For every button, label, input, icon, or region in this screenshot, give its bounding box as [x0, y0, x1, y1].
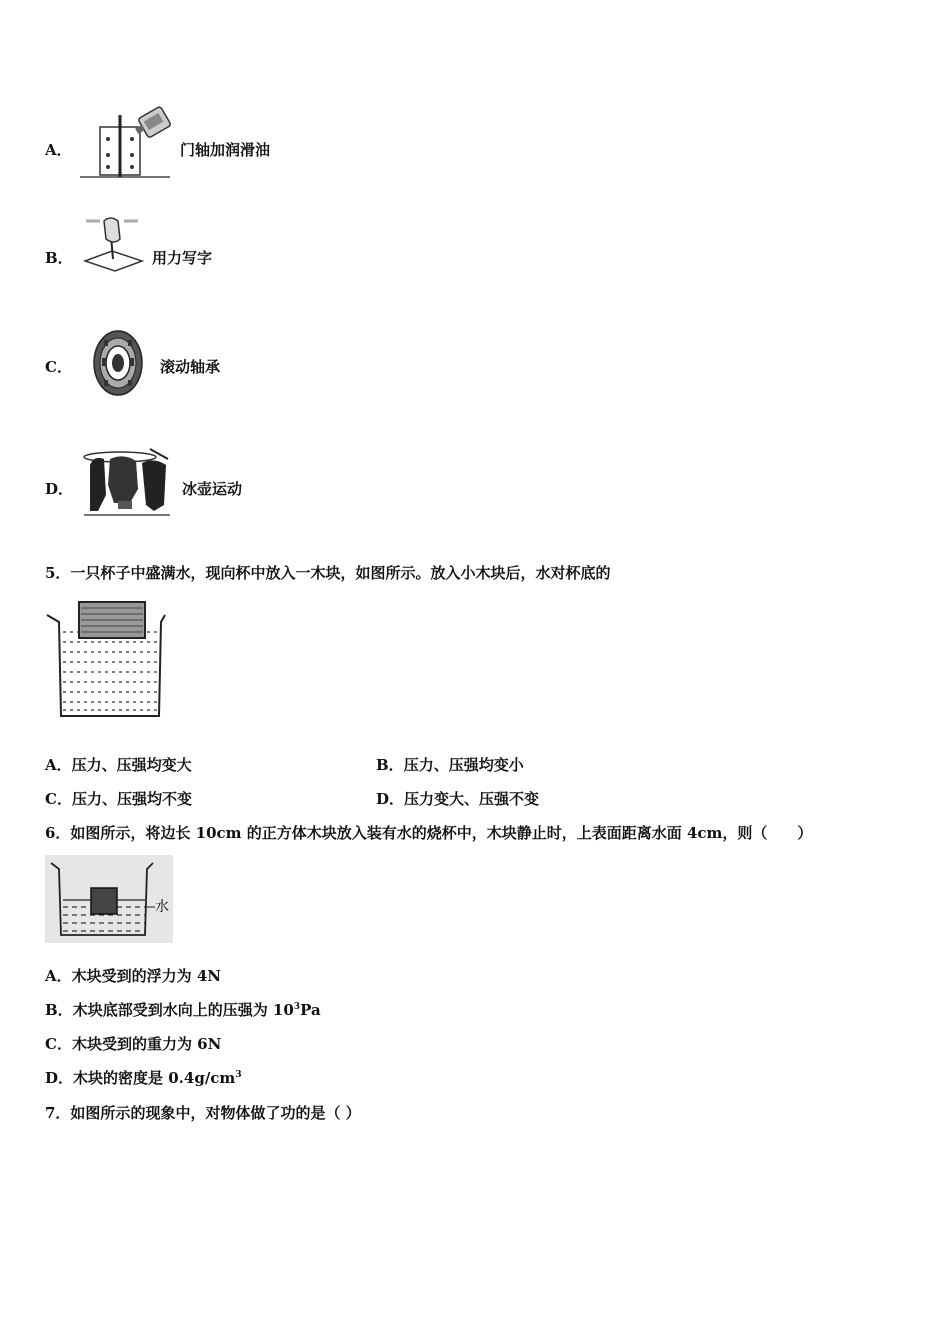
q5-option-c-letter: C．	[45, 790, 72, 808]
q6-stem: 6．如图所示，将边长 10cm 的正方体木块放入装有水的烧杯中，木块静止时，上表面距离水面 4cm，则（ ）	[45, 824, 813, 842]
q6-option-a-text: 木块受到的浮力为 4N	[71, 967, 222, 985]
q5-option-b-text: 压力、压强均变小	[403, 756, 524, 774]
q4-option-b-text: 用力写字	[152, 249, 213, 267]
q5-stem: 5．一只杯子中盛满水，现向杯中放入一木块，如图所示。放入小木块后，水对杯底的	[45, 564, 611, 582]
q5-option-c-text: 压力、压强均不变	[71, 790, 192, 808]
water-label: 水	[155, 899, 169, 915]
q4-option-d-letter: D．	[45, 480, 74, 498]
q4-option-a-text: 门轴加润滑油	[180, 141, 271, 159]
beaker-with-cube-figure	[45, 855, 173, 943]
q6-option-b-text: 木块底部受到水向上的压强为 10	[72, 1001, 294, 1019]
q6-option-c	[45, 1035, 221, 1053]
q4-option-a-letter: A．	[45, 141, 72, 159]
q6-option-b-letter: B．	[45, 1001, 73, 1019]
q6-option-b	[45, 1001, 321, 1019]
q5-option-b	[376, 756, 524, 774]
q5-option-a-letter: A．	[45, 756, 72, 774]
q4-option-d-text: 冰壶运动	[182, 480, 243, 498]
cup-with-wood-block-figure	[45, 600, 167, 720]
q4-option-c-letter: C．	[45, 358, 72, 376]
q6-option-b-unit: Pa	[300, 1001, 321, 1019]
q5-option-a-text: 压力、压强均变大	[71, 756, 192, 774]
q4-option-c-text: 滚动轴承	[160, 358, 221, 376]
q6-option-d-letter: D．	[45, 1069, 74, 1087]
writing-hand-image	[80, 215, 150, 275]
q4-option-b-letter: B．	[45, 249, 73, 267]
q5-option-b-letter: B．	[376, 756, 404, 774]
door-hinge-oil-image	[80, 105, 175, 180]
q5-option-a	[45, 756, 192, 774]
q6-option-d	[45, 1069, 242, 1087]
q6-option-d-exponent: 3	[235, 1070, 242, 1080]
q6-option-a-letter: A．	[45, 967, 72, 985]
q6-option-d-text: 木块的密度是 0.4g/cm	[73, 1069, 236, 1087]
q6-option-c-text: 木块受到的重力为 6N	[71, 1035, 222, 1053]
q5-option-d-letter: D．	[376, 790, 405, 808]
q5-option-d-text: 压力变大、压强不变	[404, 790, 540, 808]
curling-sport-image	[80, 445, 172, 520]
q6-option-b-exponent: 3	[293, 1002, 301, 1012]
q6-option-c-letter: C．	[45, 1035, 72, 1053]
rolling-bearing-image	[90, 328, 150, 398]
q5-option-c	[45, 790, 192, 808]
q5-option-d	[376, 790, 539, 808]
q7-stem: 7．如图所示的现象中，对物体做了功的是（ ）	[45, 1104, 361, 1122]
q6-option-a	[45, 967, 221, 985]
